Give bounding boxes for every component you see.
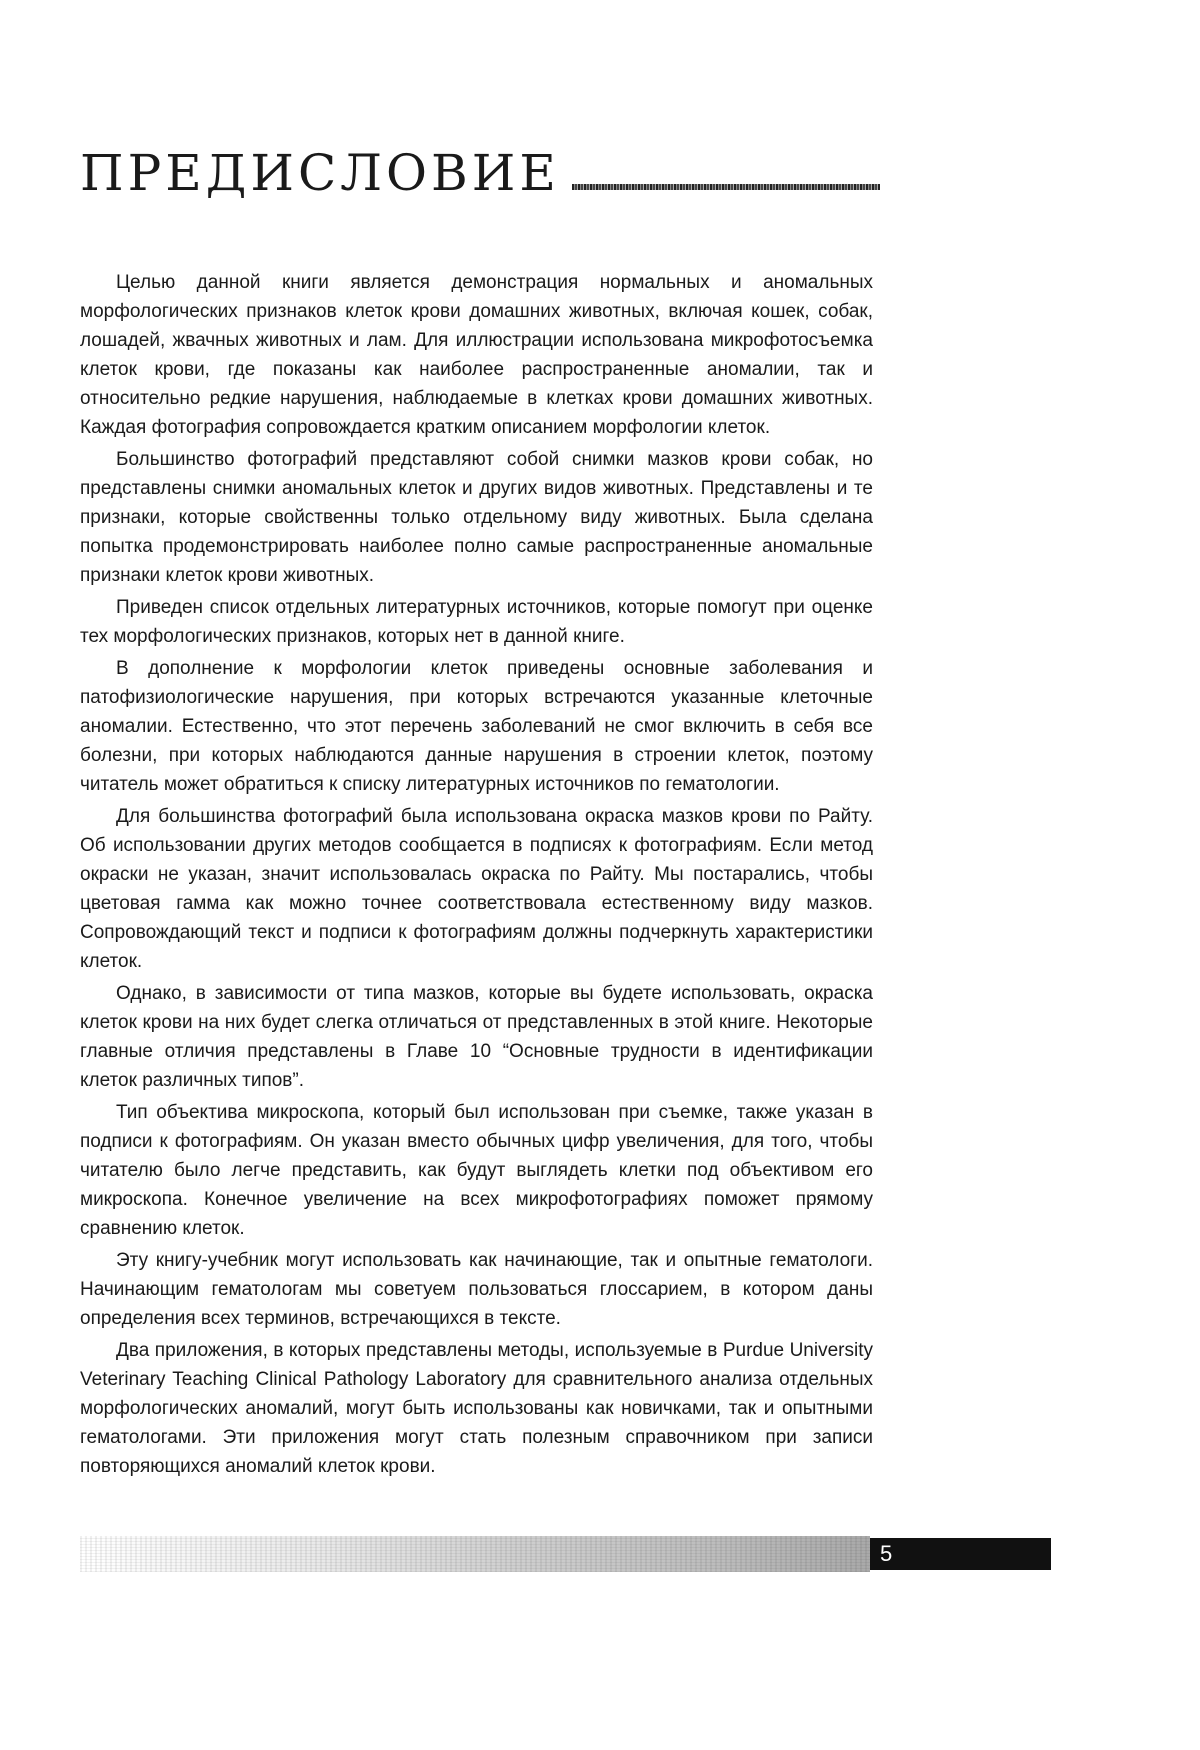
- footer-decorative-band: [80, 1536, 870, 1572]
- paragraph: Однако, в зависимости от типа мазков, которые вы будете использовать, окраска клеток крови на них будет слегка отличаться от представленных в этой книге. Некоторые главные отличия представлены в Главе 10 “Основные трудности в идентификации клеток различных типов”.: [80, 983, 873, 1091]
- heading-row: [80, 128, 880, 202]
- paragraph: Для большинства фотографий была использована окраска мазков крови по Райту. Об использовании других методов сообщается в подписях к фотографиям. Если метод окраски не указан, значит использовалась окраска по Райту. Мы постарались, чтобы цветовая гамма как можно точнее соответствовала естественному виду мазков. Сопровождающий текст и подписи к фотографиям должны подчеркнуть характеристики клеток.: [80, 806, 873, 972]
- title-rule: [572, 184, 880, 190]
- paragraph: Целью данной книги является демонстрация нормальных и аномальных морфологических признаков клеток крови домашних животных, включая кошек, собак, лошадей, жвачных животных и лам. Для иллюстрации использована микрофотосъемка клеток крови, где показаны как наиболее распространенные аномалии, так и относительно редкие нарушения, наблюдаемые в клетках крови домашних животных. Каждая фотография сопровождается кратким описанием морфологии клеток.: [80, 272, 873, 438]
- paragraph: Тип объектива микроскопа, который был использован при съемке, также указан в подписи к фотографиям. Он указан вместо обычных цифр увеличения, для того, чтобы читателю было легче представить, как будут выглядеть клетки под объективом его микроскопа. Конечное увеличение на всех микрофотографиях поможет прямому сравнению клеток.: [80, 1102, 873, 1239]
- paragraph: В дополнение к морфологии клеток приведены основные заболевания и патофизиологические нарушения, при которых встречаются указанные клеточные аномалии. Естественно, что этот перечень заболеваний не смог включить в себя все болезни, при которых наблюдаются данные нарушения в строении клеток, поэтому читатель может обратиться к списку литературных источников по гематологии.: [80, 658, 873, 795]
- paragraph: Большинство фотографий представляют собой снимки мазков крови собак, но представлены снимки аномальных клеток и других видов животных. Представлены и те признаки, которые свойственны только отдельному виду животных. Была сделана попытка продемонстрировать наиболее полно самые распространенные аномальные признаки клеток крови животных.: [80, 449, 873, 586]
- paragraph: Два приложения, в которых представлены методы, используемые в Purdue University Veterinary Teaching Clinical Pathology Laboratory для сравнительного анализа отдельных морфологических аномалий, могут быть использованы как новичками, так и опытными гематологами. Эти приложения могут стать полезным справочником при записи повторяющихся аномалий клеток крови.: [80, 1340, 873, 1477]
- page-number-box: [870, 1538, 1051, 1570]
- page-number: 5: [880, 1541, 893, 1566]
- body-text: [80, 268, 873, 1484]
- paragraph: Приведен список отдельных литературных источников, которые помогут при оценке тех морфологических признаков, которых нет в данной книге.: [80, 597, 873, 647]
- paragraph: Эту книгу-учебник могут использовать как начинающие, так и опытные гематологи. Начинающим гематологам мы советуем пользоваться глоссарием, в котором даны определения всех терминов, встречающихся в тексте.: [80, 1250, 873, 1329]
- page-title: ПРЕДИСЛОВИЕ: [80, 144, 560, 202]
